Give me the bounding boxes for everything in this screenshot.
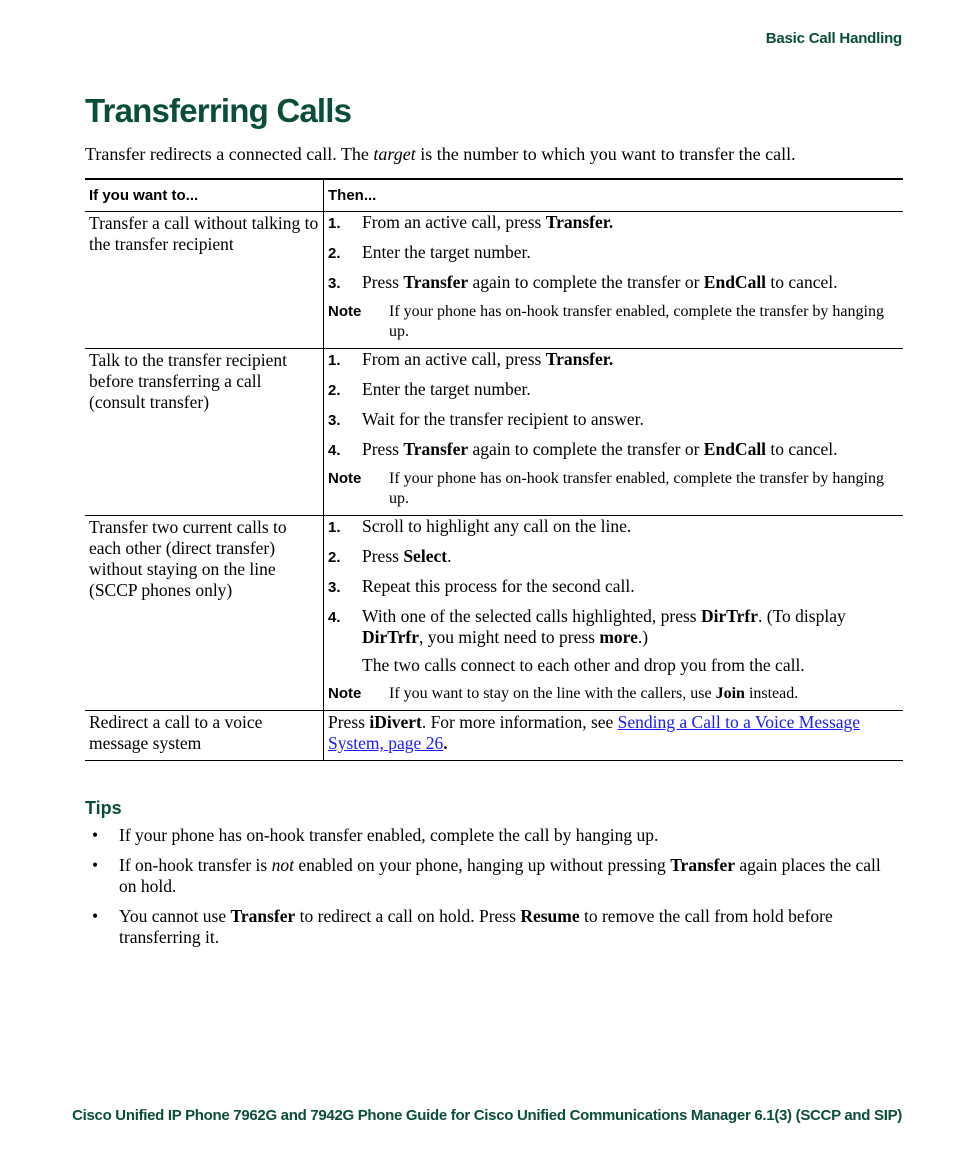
- bold-term: Transfer: [403, 272, 469, 292]
- tip-item: [85, 906, 895, 948]
- text-run: If on-hook transfer is: [119, 855, 272, 875]
- step-item: [328, 516, 903, 538]
- table-header-row: [85, 179, 903, 212]
- text-run: If your phone has on-hook transfer enabled, complete the transfer by hanging up.: [389, 470, 884, 507]
- step-item: [328, 242, 903, 264]
- text-run: From an active call, press: [362, 212, 546, 232]
- note-label: Note: [328, 685, 362, 702]
- bold-term: Join: [715, 685, 745, 702]
- row-goal: Transfer two current calls to each other (direct transfer) without staying on the line (SCCP phones only): [85, 516, 324, 711]
- step-result: The two calls connect to each other and drop you from the call.: [362, 655, 805, 675]
- bold-term: Transfer.: [545, 212, 614, 232]
- step-number: 2.: [328, 245, 341, 262]
- text-run: You cannot use: [119, 906, 231, 926]
- step-text: [362, 272, 837, 294]
- text-run: to cancel.: [766, 439, 838, 459]
- transfer-procedures-table: [85, 178, 903, 761]
- text-run: If your phone has on-hook transfer enabled, complete the transfer by hanging up.: [389, 303, 884, 340]
- bold-term: DirTrfr: [362, 627, 420, 647]
- text-run: Wait for the transfer recipient to answer.: [362, 409, 644, 429]
- step-text: [362, 212, 613, 234]
- text-run: to cancel.: [766, 272, 838, 292]
- running-header: Basic Call Handling: [765, 30, 902, 47]
- bold-term: EndCall: [703, 272, 767, 292]
- note-block: [328, 302, 903, 342]
- row-instructions: [324, 349, 904, 516]
- row-instructions: [324, 516, 904, 711]
- bold-term: Transfer: [230, 906, 296, 926]
- text-run: Press: [328, 712, 370, 732]
- tips-heading: Tips: [85, 798, 122, 818]
- step-number: 1.: [328, 352, 341, 369]
- intro-term: target: [373, 144, 416, 164]
- text-run: From an active call, press: [362, 349, 546, 369]
- note-label: Note: [328, 303, 362, 320]
- step-text: [362, 409, 644, 431]
- text-run: . For more information, see: [421, 712, 618, 732]
- bold-term: Resume: [520, 906, 580, 926]
- step-text: [362, 379, 531, 401]
- note-label: Note: [328, 470, 362, 487]
- text-run: With one of the selected calls highlighted, press: [362, 606, 701, 626]
- step-text: [362, 516, 631, 538]
- step-item: [328, 349, 903, 371]
- table-row: [85, 349, 903, 516]
- tip-text: [119, 825, 658, 846]
- table-body: [85, 212, 903, 761]
- step-item: [328, 576, 903, 598]
- row-goal: Redirect a call to a voice message system: [85, 711, 324, 761]
- note-text: [389, 684, 798, 704]
- steps-list: [328, 349, 903, 461]
- step-item: [328, 379, 903, 401]
- tip-text: [119, 855, 895, 897]
- text-run: .): [637, 627, 649, 647]
- intro-text-end: is the number to which you want to transfer the call.: [415, 144, 796, 164]
- tip-text: [119, 906, 895, 948]
- step-text: [362, 606, 903, 648]
- row-goal: Transfer a call without talking to the transfer recipient: [85, 212, 324, 349]
- redirect-instruction: [328, 711, 903, 754]
- tips-list: [85, 825, 895, 957]
- table-row: [85, 711, 903, 761]
- step-text: [362, 576, 635, 598]
- tip-item: [85, 855, 895, 897]
- sentence-end: .: [443, 733, 448, 753]
- step-item: [328, 439, 903, 461]
- text-run: Repeat this process for the second call.: [362, 576, 635, 596]
- text-run: Scroll to highlight any call on the line.: [362, 516, 632, 536]
- text-run: . (To display: [758, 606, 846, 626]
- bullet-icon: •: [92, 855, 99, 875]
- step-item: [328, 546, 903, 568]
- cross-reference-link[interactable]: Sending a Call to a Voice Message System, page 26: [328, 712, 861, 753]
- text-run: If your phone has on-hook transfer enabled, complete the call by hanging up.: [119, 825, 659, 845]
- text-run: again to complete the transfer or: [468, 272, 704, 292]
- header-if-you-want: If you want to...: [85, 179, 324, 212]
- text-run: to redirect a call on hold. Press: [295, 906, 521, 926]
- bold-term: DirTrfr: [701, 606, 759, 626]
- note-text: [389, 302, 903, 342]
- text-run: instead.: [744, 685, 799, 702]
- row-instructions: [324, 212, 904, 349]
- text-run: again places the call on hold.: [119, 855, 881, 896]
- text-run: Press: [362, 546, 404, 566]
- steps-list: [328, 212, 903, 294]
- text-run: enabled on your phone, hanging up without pressing: [293, 855, 671, 875]
- intro-paragraph: [85, 144, 905, 165]
- italic-term: not: [271, 855, 294, 875]
- text-run: again to complete the transfer or: [468, 439, 704, 459]
- step-number: 2.: [328, 549, 341, 566]
- bold-term: Transfer: [670, 855, 735, 875]
- bold-term: Transfer: [403, 439, 469, 459]
- text-run: Enter the target number.: [362, 379, 531, 399]
- step-text: [362, 349, 613, 371]
- note-block: [328, 469, 903, 509]
- page-title: Transferring Calls: [85, 92, 352, 129]
- step-text: [362, 242, 531, 264]
- step-number: 3.: [328, 412, 341, 429]
- step-text: [362, 439, 837, 461]
- bold-term: Select: [403, 546, 448, 566]
- steps-list: [328, 516, 903, 648]
- step-number: 3.: [328, 579, 341, 596]
- bold-term: iDivert: [369, 712, 422, 732]
- step-number: 4.: [328, 609, 341, 626]
- bold-term: EndCall: [703, 439, 767, 459]
- step-item: [328, 409, 903, 431]
- step-text: [362, 546, 451, 568]
- bold-term: more: [599, 627, 638, 647]
- header-then: Then...: [324, 179, 904, 212]
- note-text: [389, 469, 903, 509]
- step-number: 4.: [328, 442, 341, 459]
- note-block: [328, 684, 903, 704]
- step-item: [328, 212, 903, 234]
- step-number: 3.: [328, 275, 341, 292]
- step-number: 1.: [328, 215, 341, 232]
- intro-text-start: Transfer redirects a connected call. The: [85, 144, 374, 164]
- bullet-icon: •: [92, 906, 99, 926]
- table-row: [85, 516, 903, 711]
- bold-term: Transfer.: [545, 349, 614, 369]
- text-run: Enter the target number.: [362, 242, 531, 262]
- text-run: to remove the call from hold before transferring it.: [119, 906, 833, 947]
- text-run: , you might need to press: [419, 627, 600, 647]
- step-item: [328, 606, 903, 648]
- tip-item: [85, 825, 895, 846]
- step-item: [328, 272, 903, 294]
- step-number: 2.: [328, 382, 341, 399]
- step-number: 1.: [328, 519, 341, 536]
- text-run: If you want to stay on the line with the callers, use: [389, 685, 716, 702]
- row-instructions: [324, 711, 904, 761]
- table-row: [85, 212, 903, 349]
- page-footer: Cisco Unified IP Phone 7962G and 7942G Phone Guide for Cisco Unified Communications Manager 6.1(3) (SCCP and SIP): [72, 1107, 902, 1124]
- text-run: .: [447, 546, 452, 566]
- text-run: Press: [362, 439, 404, 459]
- row-goal: Talk to the transfer recipient before transferring a call (consult transfer): [85, 349, 324, 516]
- text-run: Press: [362, 272, 404, 292]
- bullet-icon: •: [92, 825, 99, 845]
